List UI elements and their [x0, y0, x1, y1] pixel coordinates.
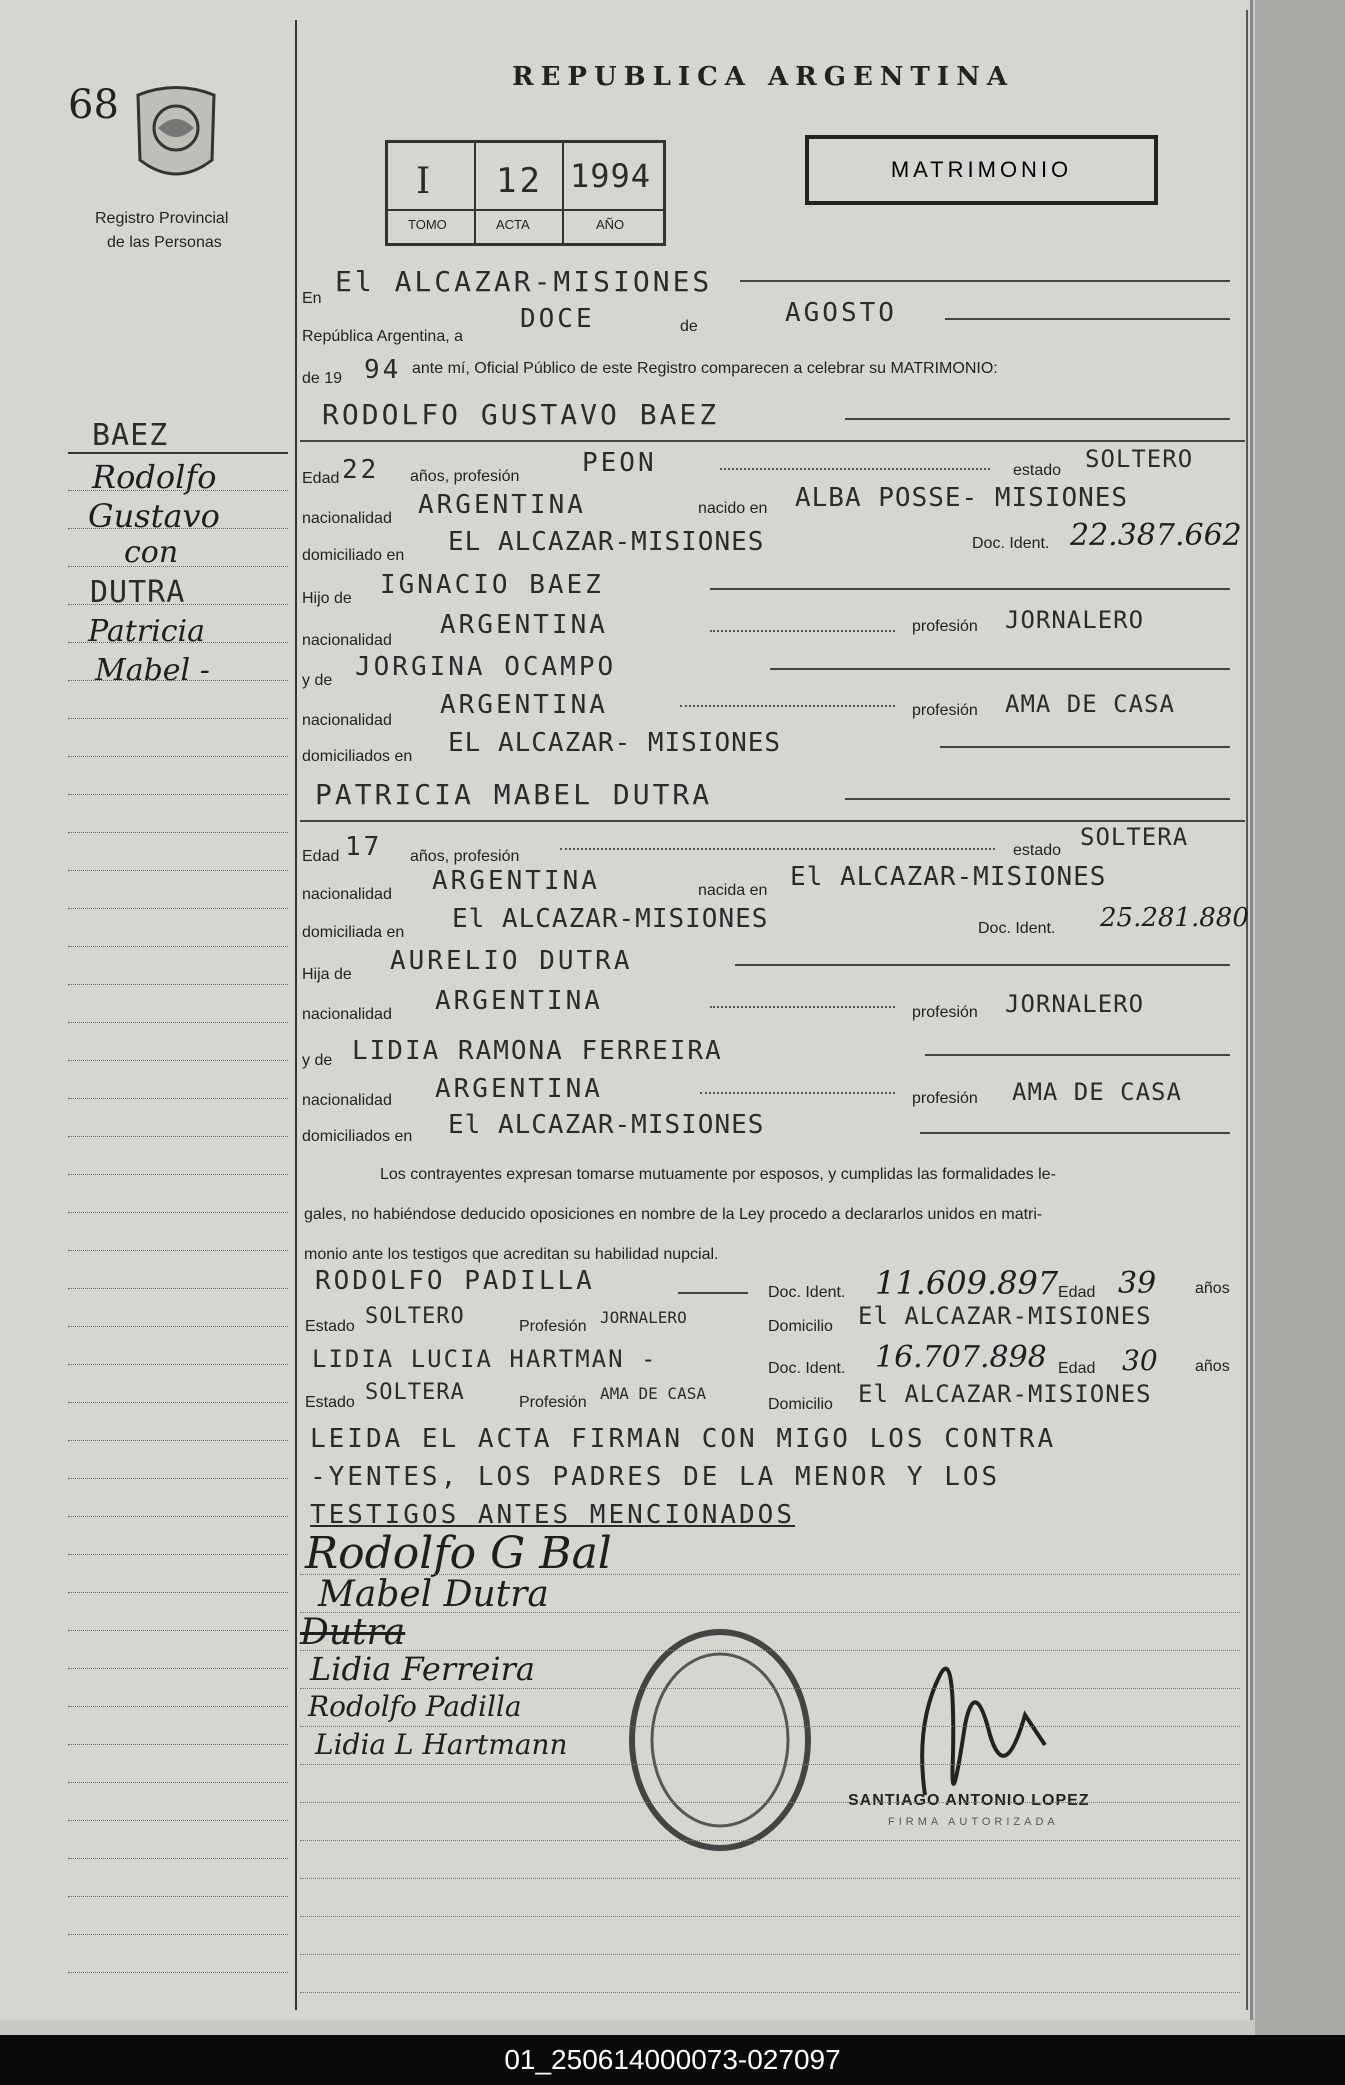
groom-mother-nat-label: nacionalidad [302, 712, 392, 729]
margin-rule [68, 1820, 288, 1821]
bride-father-prof: JORNALERO [1005, 990, 1145, 1018]
signature-witness1: Rodolfo Padilla [308, 1690, 522, 1723]
bride-domicile: El ALCAZAR-MISIONES [452, 904, 769, 934]
witness1-prof: JORNALERO [600, 1308, 687, 1327]
bride-parents-dom: El ALCAZAR-MISIONES [448, 1110, 765, 1140]
groom-estado: SOLTERO [1085, 445, 1194, 473]
signature-witness2: Lidia L Hartmann [315, 1728, 568, 1761]
signature-rule [300, 1916, 1240, 1917]
margin-rule [68, 1212, 288, 1213]
witness2-doc: 16.707.898 [875, 1340, 1047, 1375]
ano-label: AÑO [596, 217, 625, 232]
closing-line1: LEIDA EL ACTA FIRMAN CON MIGO LOS CONTRA [310, 1424, 1057, 1454]
margin-rule [68, 1858, 288, 1859]
signature-rule [300, 1612, 1240, 1613]
witness2-prof: AMA DE CASA [600, 1384, 706, 1403]
bride-birthplace: El ALCAZAR-MISIONES [790, 862, 1107, 892]
tomo-value: I [416, 161, 434, 202]
declaration-line2: gales, no habiéndose deducido oposiciones en nombre de la Ley procedo a declararlos unidos en matri- [304, 1206, 1043, 1223]
witness1-age: 39 [1118, 1266, 1157, 1301]
witness2-age: 30 [1122, 1344, 1158, 1377]
groom-birthplace: ALBA POSSE- MISIONES [795, 483, 1129, 513]
witness1-doc: 11.609.897 [875, 1264, 1059, 1302]
margin-name-5: DUTRA [90, 575, 186, 610]
bride-mother: LIDIA RAMONA FERREIRA [352, 1036, 723, 1066]
signature-rule [300, 1726, 1240, 1727]
registry-line2: de las Personas [107, 234, 222, 251]
bride-parents-dom-label: domiciliados en [302, 1128, 413, 1145]
book-edge [1255, 0, 1345, 2035]
signature-mother: Lidia Ferreira [310, 1650, 535, 1688]
margin-rule [68, 1288, 288, 1289]
groom-nationality: ARGENTINA [418, 490, 586, 520]
coat-of-arms-icon [128, 80, 224, 190]
bride-nac-label: nacionalidad [302, 886, 392, 903]
groom-doc: 22.387.662 [1070, 518, 1242, 553]
witness1-doc-label: Doc. Ident. [768, 1284, 846, 1301]
bride-mother-nat: ARGENTINA [435, 1074, 603, 1104]
bride-nationality: ARGENTINA [432, 866, 600, 896]
bride-mother-nat-label: nacionalidad [302, 1092, 392, 1109]
margin-rule [68, 832, 288, 833]
bride-father: AURELIO DUTRA [390, 946, 633, 976]
witness1-name: RODOLFO PADILLA [315, 1266, 595, 1296]
bride-father-prof-label: profesión [912, 1004, 978, 1021]
groom-mother-label: y de [302, 672, 333, 689]
margin-rule [68, 1668, 288, 1669]
closing-line3: TESTIGOS ANTES MENCIONADOS [310, 1500, 795, 1530]
margin-name-7: Mabel - [95, 653, 210, 688]
groom-mother-prof-label: profesión [912, 702, 978, 719]
signature-rule [300, 1802, 1240, 1803]
witness2-doc-label: Doc. Ident. [768, 1360, 846, 1377]
witness2-estado: SOLTERA [365, 1380, 465, 1405]
margin-rule [68, 870, 288, 871]
groom-mother-prof: AMA DE CASA [1005, 690, 1175, 718]
registry-line1: Registro Provincial [95, 210, 229, 227]
bride-mother-prof: AMA DE CASA [1012, 1078, 1182, 1106]
margin-name-3: Gustavo [88, 497, 220, 535]
witness1-dom-label: Domicilio [768, 1318, 833, 1335]
margin-rule [68, 984, 288, 985]
margin-rule [68, 1440, 288, 1441]
margin-rule [68, 490, 288, 491]
bride-doc-label: Doc. Ident. [978, 920, 1056, 937]
bride-age: 17 [345, 832, 383, 862]
groom-nac-label: nacionalidad [302, 510, 392, 527]
groom-father-nat: ARGENTINA [440, 610, 608, 640]
margin-rule [68, 1630, 288, 1631]
tomo-label: TOMO [408, 217, 447, 232]
margin-rule [68, 1022, 288, 1023]
bride-estado-label: estado [1013, 842, 1062, 859]
bride-mother-label: y de [302, 1052, 333, 1069]
bride-father-label: Hija de [302, 966, 352, 983]
groom-domicile: EL ALCAZAR-MISIONES [448, 527, 765, 557]
bride-estado: SOLTERA [1080, 823, 1189, 851]
margin-rule [68, 642, 288, 643]
margin-rule [68, 1934, 288, 1935]
witness2-dom-label: Domicilio [768, 1396, 833, 1413]
margin-rule [68, 1554, 288, 1555]
groom-nacido-label: nacido en [698, 500, 768, 517]
country-header: REPUBLICA ARGENTINA [512, 62, 1015, 92]
scan-id-footer: 01_250614000073-027097 [0, 2035, 1345, 2085]
doc-type: MATRIMONIO [805, 135, 1158, 205]
groom-father-prof: JORNALERO [1005, 606, 1145, 634]
margin-rule [68, 1478, 288, 1479]
bride-dom-label: domiciliada en [302, 924, 405, 941]
bride-nacido-label: nacida en [698, 882, 768, 899]
bride-father-nat: ARGENTINA [435, 986, 603, 1016]
official-title: FIRMA AUTORIZADA [888, 1816, 1059, 1828]
margin-name-2: Rodolfo [92, 458, 217, 496]
margin-name-6: Patricia [88, 614, 205, 649]
margin-name-1: BAEZ [92, 418, 169, 453]
intro-statement: ante mí, Oficial Público de este Registro comparecen a celebrar su MATRIMONIO: [412, 360, 998, 377]
groom-edad-label: Edad [302, 470, 340, 487]
groom-mother-nat: ARGENTINA [440, 690, 608, 720]
signature-rule [300, 1650, 1240, 1651]
margin-rule [68, 528, 288, 529]
bride-mother-prof-label: profesión [912, 1090, 978, 1107]
margin-rule [68, 908, 288, 909]
groom-father-prof-label: profesión [912, 618, 978, 635]
margin-divider [295, 20, 297, 2010]
groom-parents-dom: EL ALCAZAR- MISIONES [448, 728, 782, 758]
bride-father-nat-label: nacionalidad [302, 1006, 392, 1023]
year-suffix: 94 [364, 355, 402, 385]
groom-profession: PEON [582, 448, 657, 478]
groom-dom-label: domiciliado en [302, 547, 405, 564]
margin-rule [68, 604, 288, 605]
groom-parents-dom-label: domiciliados en [302, 748, 413, 765]
signature-groom: Rodolfo G Bal [305, 1528, 612, 1579]
declaration-line3: monio ante los testigos que acreditan su habilidad nupcial. [304, 1246, 719, 1263]
witness2-domicile: El ALCAZAR-MISIONES [858, 1380, 1152, 1408]
margin-rule [68, 680, 288, 681]
signature-rule [300, 1574, 1240, 1575]
margin-rule [68, 946, 288, 947]
en-label: En [302, 290, 322, 307]
republic-label: República Argentina, a [302, 328, 463, 345]
page-number: 68 [68, 82, 119, 128]
margin-rule [68, 1592, 288, 1593]
act-box [385, 140, 666, 246]
witness1-estado-label: Estado [305, 1318, 355, 1335]
margin-rule [68, 1972, 288, 1973]
margin-rule [68, 718, 288, 719]
margin-name-4: con [124, 535, 179, 570]
signature-bride: Mabel Dutra [318, 1574, 549, 1615]
witness2-estado-label: Estado [305, 1394, 355, 1411]
bride-profesion-label: años, profesión [410, 848, 520, 865]
acta-label: ACTA [496, 217, 530, 232]
year-prefix: de 19 [302, 370, 343, 387]
place: El ALCAZAR-MISIONES [335, 265, 713, 298]
margin-rule [68, 1250, 288, 1251]
signature-father: Dutra [300, 1612, 406, 1653]
witness2-edad-label: Edad [1058, 1360, 1096, 1377]
groom-age: 22 [342, 455, 380, 485]
groom-father-label: Hijo de [302, 590, 352, 607]
witness1-estado: SOLTERO [365, 1304, 465, 1329]
witness1-prof-label: Profesión [519, 1318, 587, 1335]
margin-rule [68, 1782, 288, 1783]
margin-rule [68, 1896, 288, 1897]
margin-rule [68, 1136, 288, 1137]
margin-rule [68, 1744, 288, 1745]
official-seal-icon [625, 1625, 815, 1855]
day: DOCE [520, 304, 595, 334]
signature-rule [300, 1878, 1240, 1879]
witness2-prof-label: Profesión [519, 1394, 587, 1411]
groom-profesion-label: años, profesión [410, 468, 520, 485]
margin-rule [68, 1098, 288, 1099]
witness2-name: LIDIA LUCIA HARTMAN - [312, 1345, 658, 1373]
margin-rule [68, 1516, 288, 1517]
signature-rule [300, 1954, 1240, 1955]
signature-rule [300, 1840, 1240, 1841]
margin-rule [68, 794, 288, 795]
groom-father: IGNACIO BAEZ [380, 570, 604, 600]
closing-line2: -YENTES, LOS PADRES DE LA MENOR Y LOS [310, 1462, 1001, 1492]
witness2-anos-label: años [1195, 1358, 1230, 1375]
margin-rule [68, 756, 288, 757]
margin-rule [68, 1060, 288, 1061]
groom-father-nat-label: nacionalidad [302, 632, 392, 649]
groom-estado-label: estado [1013, 462, 1062, 479]
month: AGOSTO [785, 298, 897, 328]
de-label: de [680, 318, 698, 335]
groom-mother: JORGINA OCAMPO [355, 652, 617, 682]
groom-name: RODOLFO GUSTAVO BAEZ [322, 398, 720, 431]
margin-rule [68, 1402, 288, 1403]
signature-rule [300, 1688, 1240, 1689]
margin-rule [68, 566, 288, 567]
signature-rule [300, 1992, 1240, 1993]
margin-rule [68, 1174, 288, 1175]
witness1-edad-label: Edad [1058, 1284, 1096, 1301]
margin-rule [68, 1364, 288, 1365]
margin-rule [68, 1706, 288, 1707]
bride-doc: 25.281.880 [1100, 903, 1249, 933]
witness1-anos-label: años [1195, 1280, 1230, 1297]
acta-value: 12 [496, 161, 543, 201]
groom-doc-label: Doc. Ident. [972, 535, 1050, 552]
signature-rule [300, 1764, 1240, 1765]
margin-rule [68, 1326, 288, 1327]
right-border [1246, 10, 1248, 2010]
bride-name: PATRICIA MABEL DUTRA [315, 778, 713, 811]
declaration-line1: Los contrayentes expresan tomarse mutuamente por esposos, y cumplidas las formalidades le- [380, 1166, 1056, 1183]
witness1-domicile: El ALCAZAR-MISIONES [858, 1302, 1152, 1330]
ano-value: 1994 [570, 157, 652, 195]
bride-edad-label: Edad [302, 848, 340, 865]
official-name: SANTIAGO ANTONIO LOPEZ [848, 1792, 1090, 1809]
